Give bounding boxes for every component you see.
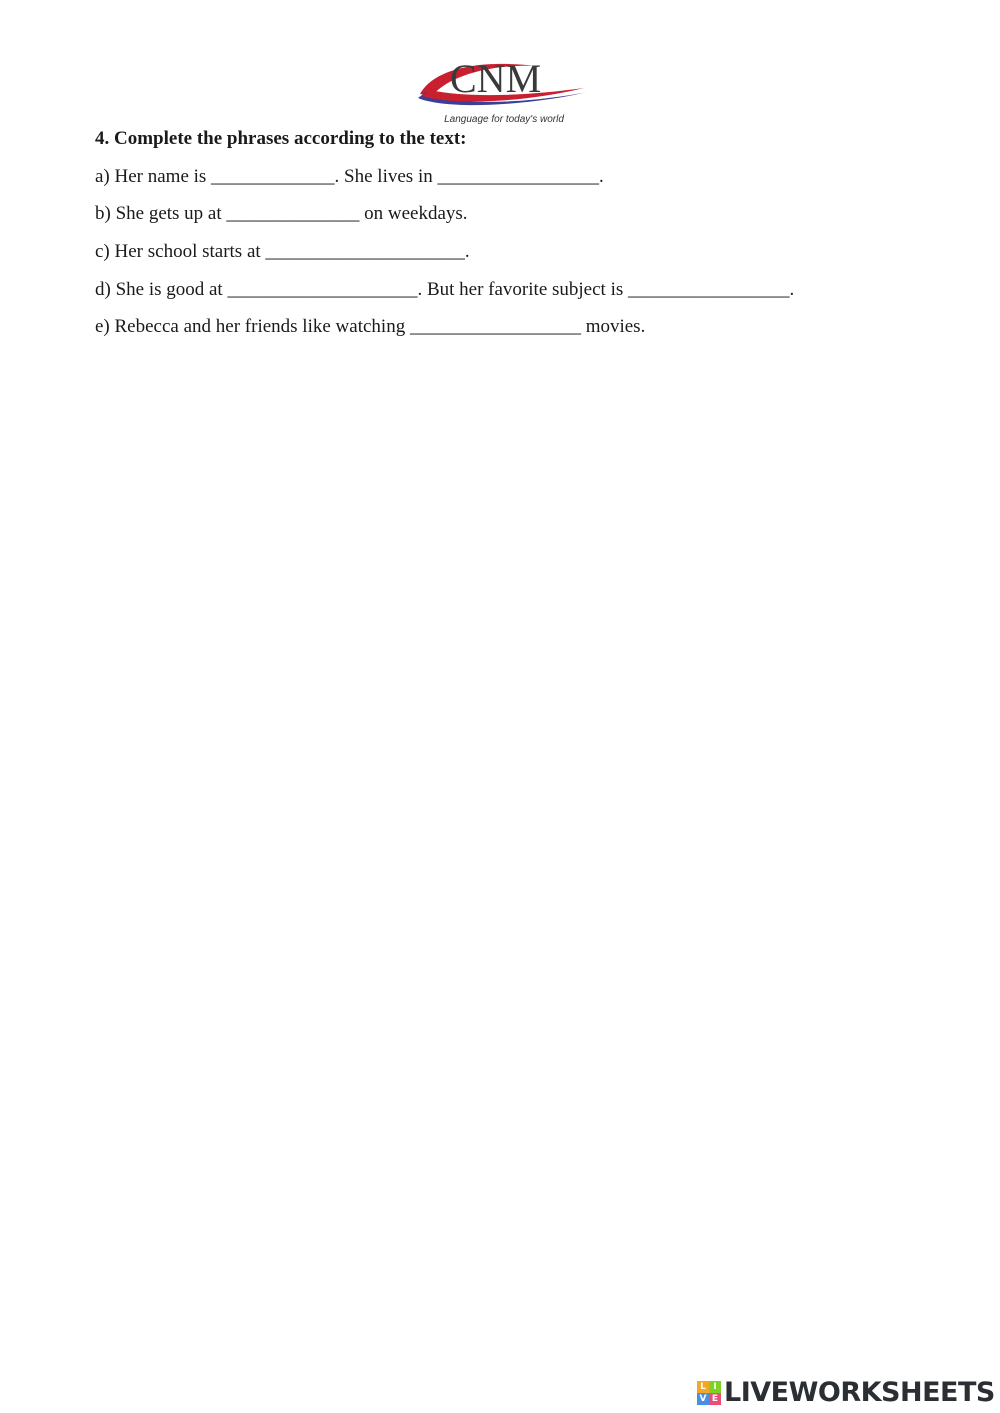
logo-tagline: Language for today's world — [444, 114, 564, 125]
icon-letter-v: V — [697, 1393, 709, 1405]
phrase-line-a: a) Her name is _____________. She lives in _________________. — [95, 166, 604, 187]
liveworksheets-icon — [697, 1381, 721, 1405]
phrase-line-c: c) Her school starts at _____________________. — [95, 241, 470, 262]
logo-wordmark: CNM — [450, 56, 542, 101]
liveworksheets-logo — [697, 1378, 995, 1408]
icon-letter-i: I — [709, 1381, 721, 1393]
phrase-line-d: d) She is good at ____________________. But her favorite subject is _________________. — [95, 279, 795, 300]
cnm-logo — [416, 56, 592, 130]
exercise-heading: 4. Complete the phrases according to the text: — [95, 128, 467, 149]
phrase-line-e: e) Rebecca and her friends like watching __________________ movies. — [95, 316, 646, 337]
icon-letter-e: E — [709, 1393, 721, 1405]
liveworksheets-brand: LIVEWORKSHEETS — [724, 1377, 995, 1408]
phrase-line-b: b) She gets up at ______________ on weekdays. — [95, 203, 468, 224]
icon-letter-l: L — [697, 1381, 709, 1393]
